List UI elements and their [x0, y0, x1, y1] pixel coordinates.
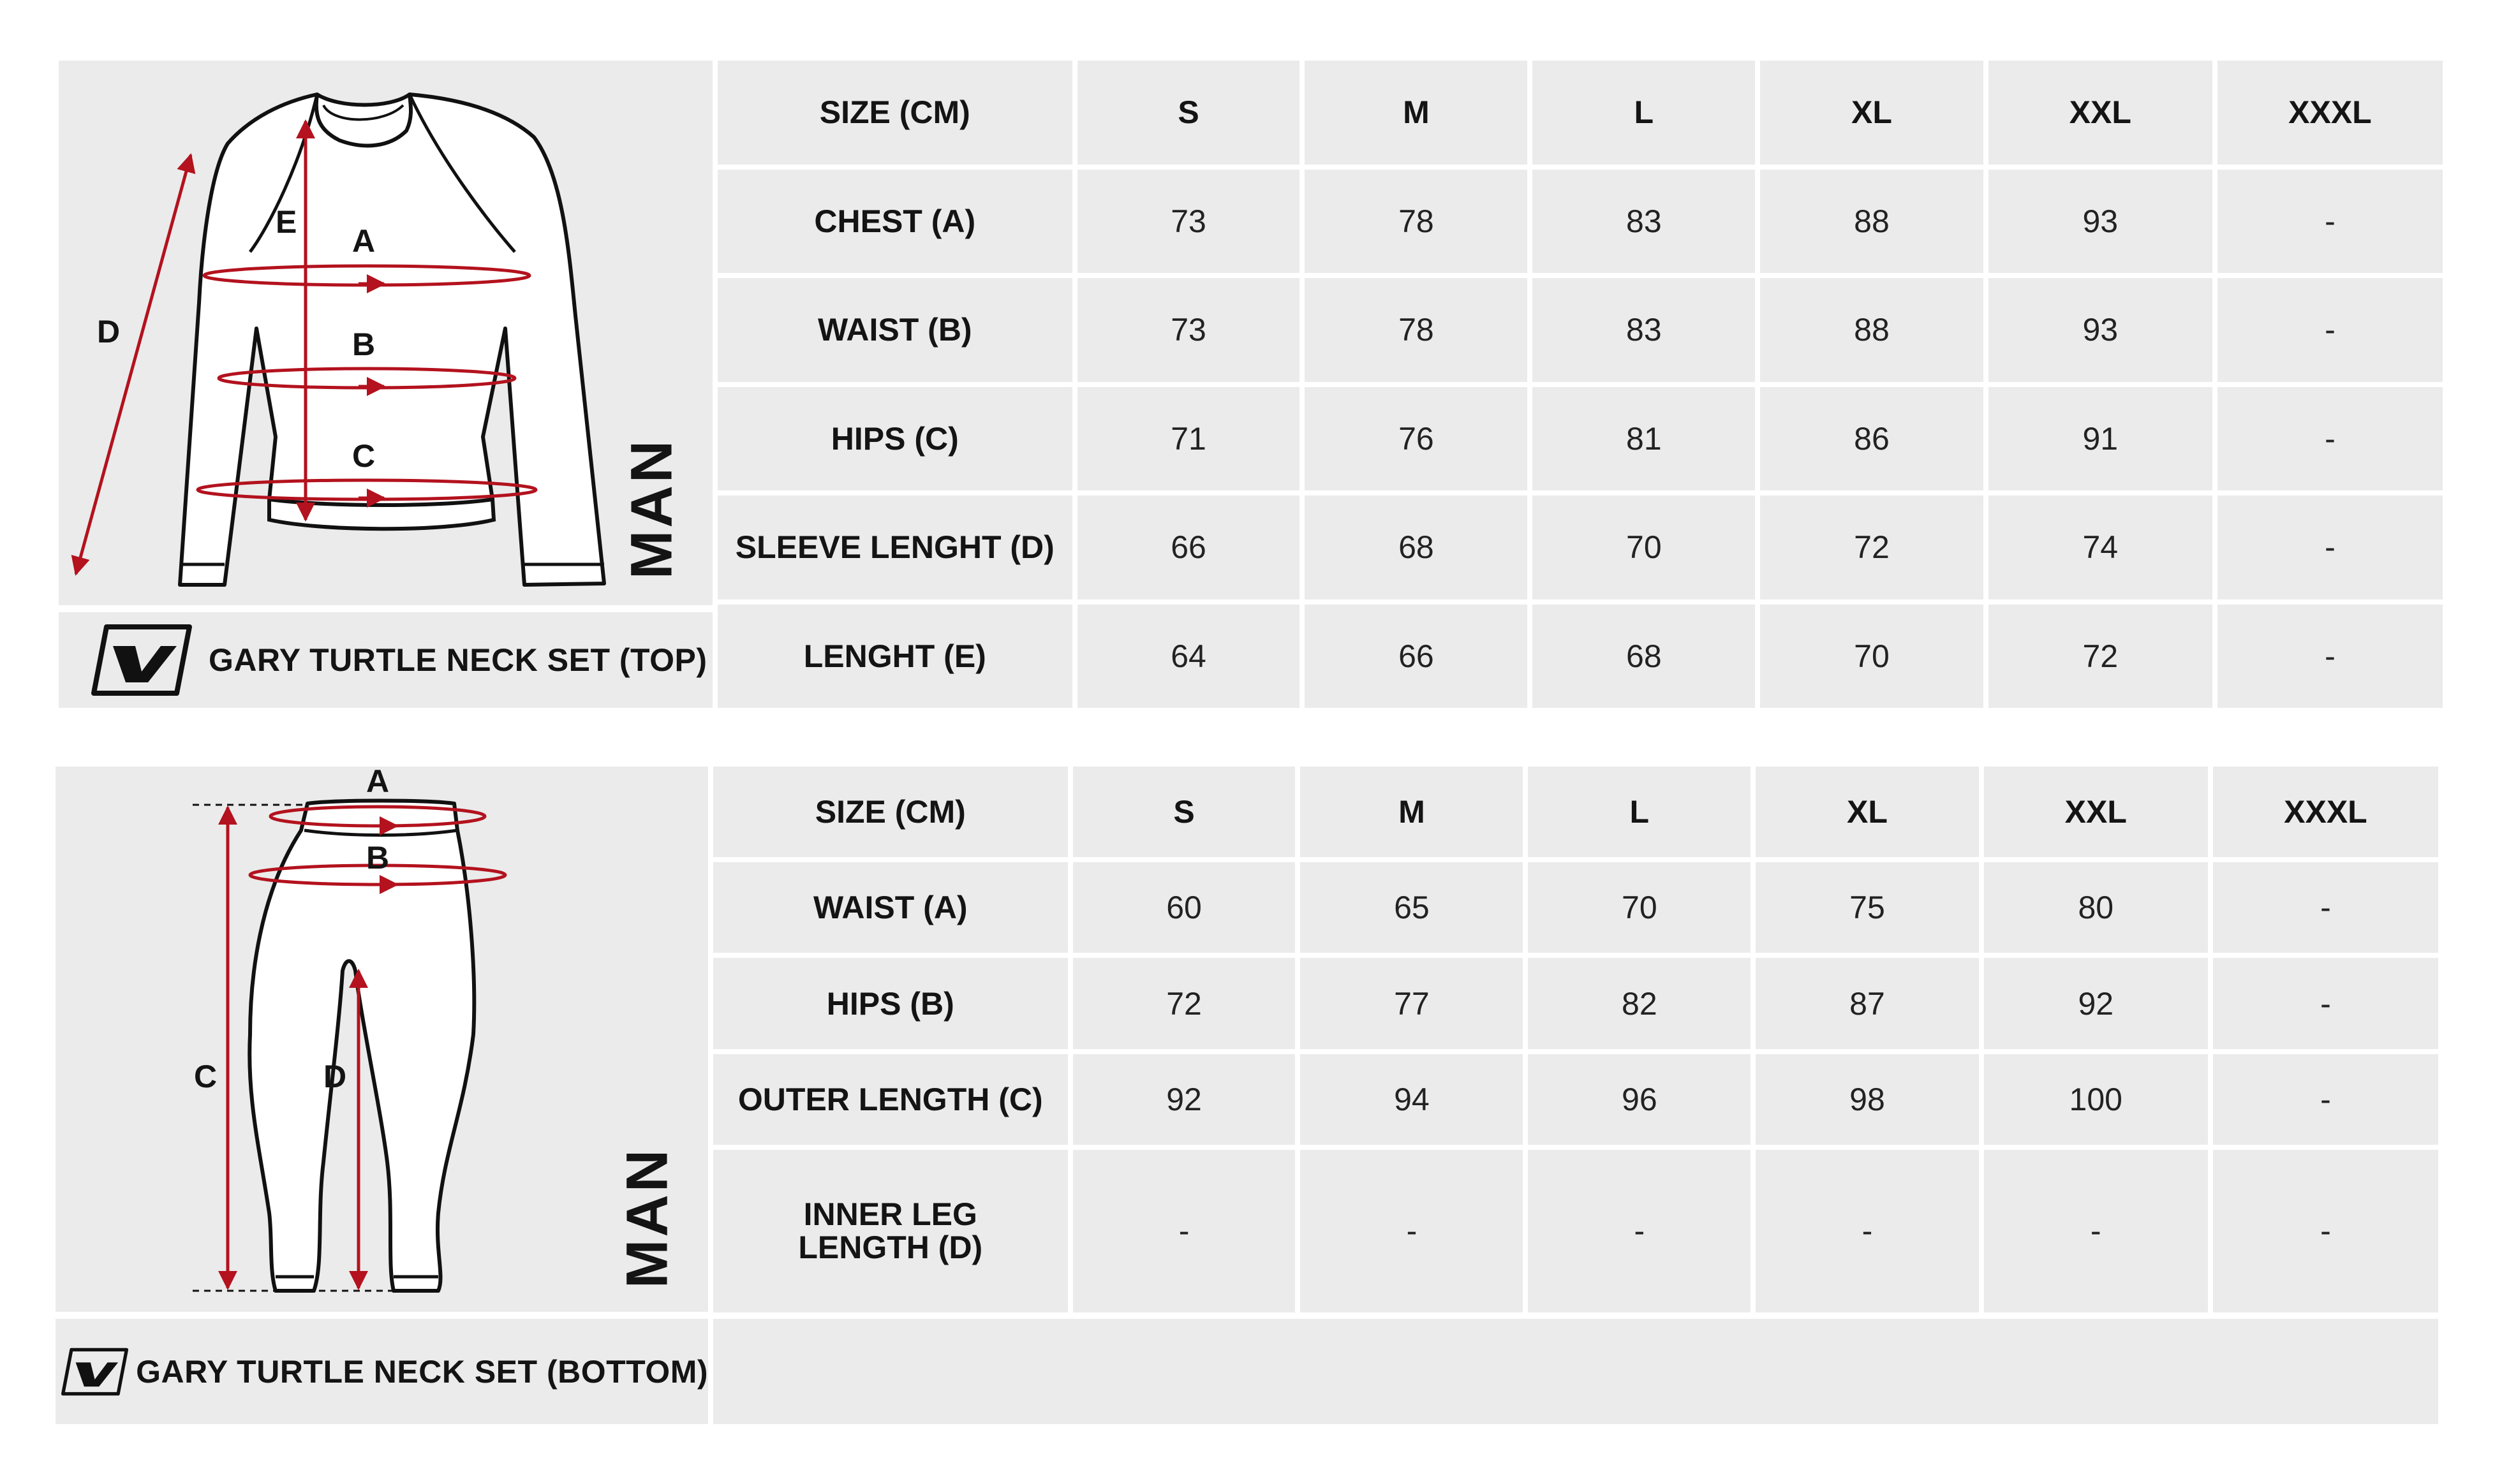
top-size-table [713, 55, 2448, 713]
measurement-value: 78 [1305, 278, 1527, 382]
measurement-value: 93 [1988, 278, 2212, 382]
measurement-value: 82 [1528, 958, 1751, 1048]
measurement-row [713, 1150, 2438, 1312]
measurement-row [718, 278, 2443, 382]
measurement-label: SLEEVE LENGHT (D) [718, 496, 1072, 599]
diagram-label-c: C [352, 438, 376, 474]
size-header-cell: XXXL [2213, 767, 2438, 857]
top-diagram-cell [59, 61, 713, 605]
measurement-value: - [2213, 1054, 2438, 1145]
brand-v-logo-icon [87, 622, 196, 698]
measurement-value: - [2217, 278, 2443, 382]
size-header-label: SIZE (CM) [718, 61, 1072, 165]
measurement-value: 68 [1305, 496, 1527, 599]
measurement-value: 77 [1300, 958, 1523, 1048]
measurement-value: 91 [1988, 387, 2212, 491]
measurement-value: 70 [1528, 862, 1751, 953]
measurement-value: 78 [1305, 170, 1527, 274]
diagram-label-e: E [276, 204, 297, 240]
measurement-value: - [1984, 1150, 2208, 1312]
diagram-label-d: D [97, 314, 121, 349]
measurement-row [713, 1054, 2438, 1145]
size-header-cell: M [1305, 61, 1527, 165]
measurement-row [718, 387, 2443, 491]
bottom-empty-footer-cell [713, 1319, 2438, 1424]
measurement-row [718, 170, 2443, 274]
measurement-value: 86 [1760, 387, 1983, 491]
measurement-value: - [2217, 605, 2443, 709]
measurement-value: 100 [1984, 1054, 2208, 1145]
measurement-value: 75 [1756, 862, 1978, 953]
size-header-row [713, 767, 2438, 857]
size-header-cell: S [1073, 767, 1296, 857]
size-header-cell: S [1077, 61, 1300, 165]
size-header-cell: L [1528, 767, 1751, 857]
measurement-value: - [2217, 170, 2443, 274]
measurement-value: - [1300, 1150, 1523, 1312]
measurement-value: 88 [1760, 278, 1983, 382]
measurement-value: 83 [1532, 278, 1755, 382]
top-product-name-cell [59, 612, 713, 708]
diagram-label-d: D [323, 1059, 347, 1094]
measurement-value: 72 [1760, 496, 1983, 599]
measurement-value: 72 [1988, 605, 2212, 709]
bottom-diagram-cell [56, 767, 708, 1312]
size-header-cell: M [1300, 767, 1523, 857]
measurement-value: 98 [1756, 1054, 1978, 1145]
size-header-cell: XL [1760, 61, 1983, 165]
measurement-value: 73 [1077, 170, 1300, 274]
measurement-row [718, 496, 2443, 599]
measurement-value: 88 [1760, 170, 1983, 274]
size-header-label: SIZE (CM) [713, 767, 1068, 857]
diagram-label-a: A [366, 767, 390, 799]
measurement-value: 81 [1532, 387, 1755, 491]
measurement-label: INNER LEG LENGTH (D) [713, 1150, 1068, 1312]
measurement-value: - [1528, 1150, 1751, 1312]
measurement-value: 93 [1988, 170, 2212, 274]
product-name: GARY TURTLE NECK SET (BOTTOM) [136, 1353, 708, 1390]
measurement-value: 94 [1300, 1054, 1523, 1145]
measurement-value: 71 [1077, 387, 1300, 491]
measurement-row [718, 605, 2443, 709]
measurement-label: HIPS (C) [718, 387, 1072, 491]
measurement-value: 66 [1305, 605, 1527, 709]
measurement-value: - [2217, 496, 2443, 599]
size-header-cell: XXXL [2217, 61, 2443, 165]
measurement-value: 70 [1760, 605, 1983, 709]
measurement-value: - [1756, 1150, 1978, 1312]
size-header-row [718, 61, 2443, 165]
measurement-value: 70 [1532, 496, 1755, 599]
diagram-label-b: B [366, 840, 390, 876]
measurement-label: OUTER LENGTH (C) [713, 1054, 1068, 1145]
gender-label: MAN [619, 437, 685, 580]
measurement-value: 74 [1988, 496, 2212, 599]
leggings-icon [56, 767, 708, 1312]
bottom-product-name-cell [56, 1319, 708, 1424]
diagram-label-c: C [194, 1059, 218, 1094]
measurement-value: 73 [1077, 278, 1300, 382]
size-header-cell: L [1532, 61, 1755, 165]
measurement-value: 96 [1528, 1054, 1751, 1145]
measurement-value: 80 [1984, 862, 2208, 953]
diagram-label-a: A [352, 223, 376, 259]
measurement-label: WAIST (A) [713, 862, 1068, 953]
measurement-value: 87 [1756, 958, 1978, 1048]
measurement-value: - [2213, 1150, 2438, 1312]
size-header-cell: XL [1756, 767, 1978, 857]
measurement-value: - [2213, 958, 2438, 1048]
measurement-value: 60 [1073, 862, 1296, 953]
measurement-label: CHEST (A) [718, 170, 1072, 274]
measurement-value: 66 [1077, 496, 1300, 599]
long-sleeve-top-icon [59, 61, 713, 605]
brand-v-logo-icon [59, 1333, 131, 1410]
bottom-size-table [708, 761, 2443, 1318]
diagram-label-b: B [352, 327, 376, 362]
size-header-cell: XXL [1988, 61, 2212, 165]
measurement-value: 92 [1984, 958, 2208, 1048]
measurement-label: WAIST (B) [718, 278, 1072, 382]
measurement-row [713, 862, 2438, 953]
measurement-value: 92 [1073, 1054, 1296, 1145]
gender-label: MAN [614, 1147, 680, 1289]
measurement-value: 72 [1073, 958, 1296, 1048]
measurement-value: - [2217, 387, 2443, 491]
measurement-value: - [2213, 862, 2438, 953]
measurement-value: 76 [1305, 387, 1527, 491]
measurement-label: HIPS (B) [713, 958, 1068, 1048]
measurement-value: 68 [1532, 605, 1755, 709]
size-header-cell: XXL [1984, 767, 2208, 857]
measurement-value: - [1073, 1150, 1296, 1312]
measurement-value: 83 [1532, 170, 1755, 274]
measurement-value: 65 [1300, 862, 1523, 953]
product-name: GARY TURTLE NECK SET (TOP) [209, 642, 707, 678]
measurement-label: LENGHT (E) [718, 605, 1072, 709]
measurement-value: 64 [1077, 605, 1300, 709]
measurement-row [713, 958, 2438, 1048]
